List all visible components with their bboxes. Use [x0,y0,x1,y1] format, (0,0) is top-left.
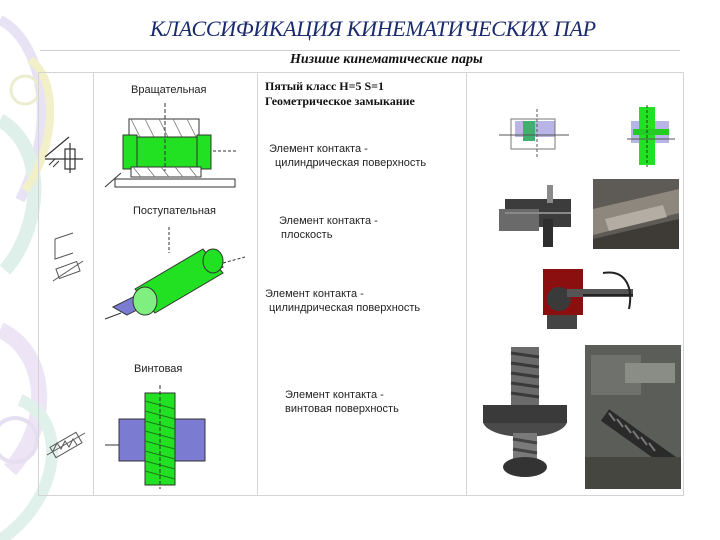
revolute-pair-label: Вращательная [131,84,207,96]
column-divider [466,73,467,495]
pairs-table [38,72,684,496]
contact-description: Элемент контакта - винтовая поверхность [285,389,399,415]
revolute-pair-symbol [43,129,89,177]
screw-pair-label: Винтовая [134,363,183,375]
prismatic-pair-symbol [51,231,91,287]
revolute-pair-drawing [101,101,251,193]
revolute-pair-diagram-image [497,105,581,161]
prismatic-pair-photo [495,179,587,249]
contact-description: Элемент контакта - цилиндрическая поверхность [269,143,427,169]
contact-description: Элемент контакта - цилиндрическая поверхность [265,288,421,314]
closure-header: Геометрическое замыкание [265,94,415,108]
class-header: Пятый класс Н=5 S=1 [265,79,384,93]
screw-pair-photo [585,345,681,489]
slide-subtitle: Низшие кинематические пары [290,52,483,67]
prismatic-pair-drawing [99,223,249,333]
contact-description: Элемент контакта - плоскость [279,215,378,241]
slide-title: КЛАССИФИКАЦИЯ КИНЕМАТИЧЕСКИХ ПАР [150,16,596,41]
screw-pair-drawing [105,385,215,489]
column-divider [257,73,258,495]
revolute-pair-diagram-image [625,105,677,167]
title-divider [40,50,680,51]
prismatic-pair-photo [593,179,679,249]
prismatic-pair-photo [537,259,637,331]
screw-pair-photo [469,343,583,483]
prismatic-pair-label: Поступательная [133,205,216,217]
screw-pair-symbol [45,425,89,461]
column-divider [93,73,94,495]
